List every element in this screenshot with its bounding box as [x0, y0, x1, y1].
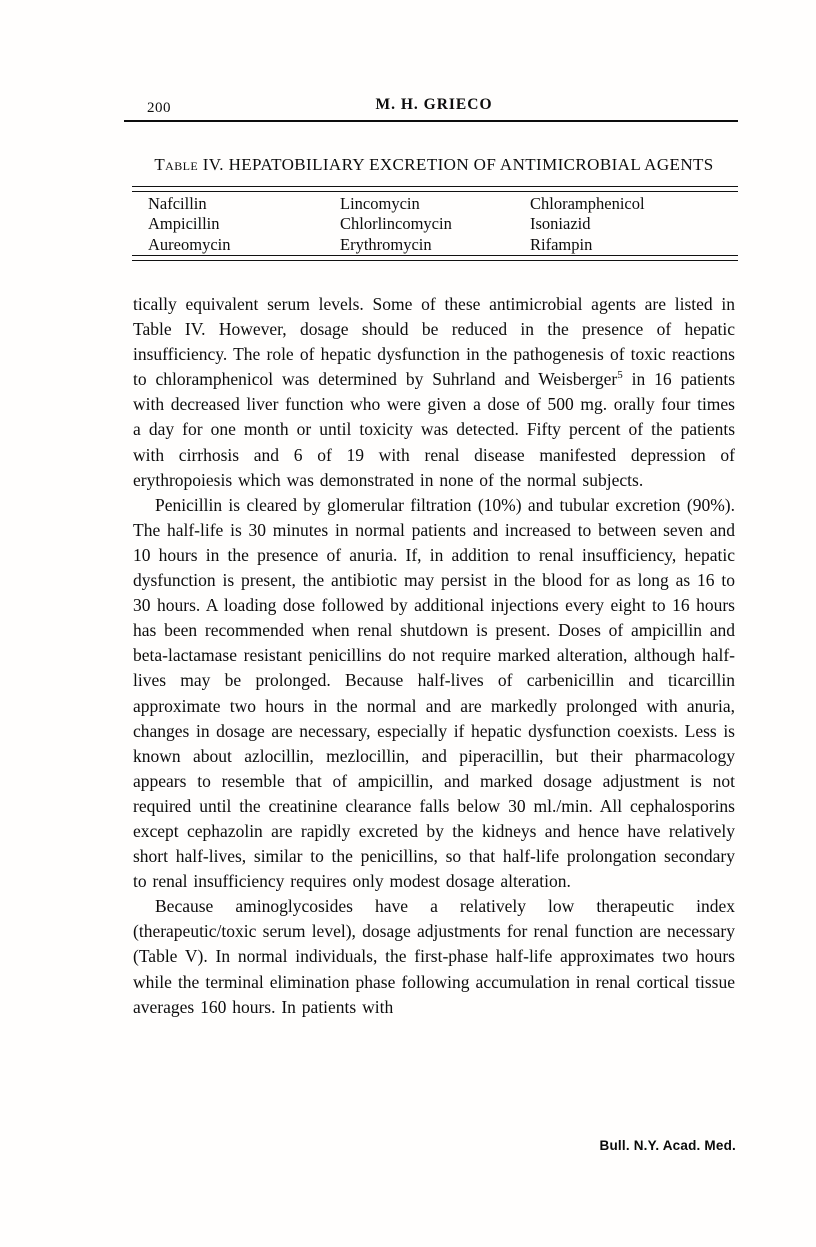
page-number: 200: [147, 100, 171, 116]
article-body: [133, 292, 735, 1020]
table-bottom-rule: [132, 255, 738, 261]
table-cell: Chlorlincomycin: [340, 214, 452, 234]
table-cell: Rifampin: [530, 234, 593, 254]
page-header: [133, 96, 735, 118]
table-grid: [133, 194, 735, 255]
table-title: Table IV. HEPATOBILIARY EXCRETION OF ANTIMICROBIAL AGENTS: [154, 155, 714, 174]
table-top-rule: [132, 186, 738, 192]
paragraph-1-text: tically equivalent serum levels. Some of these antimicrobial agents are listed in Table IV. However, dosage should be reduced in the presence of hepatic insufficiency. The role of hepatic dysfunction in the pathogenesis of toxic reactions to chloramphenicol was determined by Suhrland and Weisberger: [133, 294, 735, 390]
journal-citation: Bull. N.Y. Acad. Med.: [599, 1138, 736, 1153]
paragraph-3: Because aminoglycosides have a relatively low therapeutic index (therapeutic/toxic serum level), dosage adjustments for renal function are necessary (Table V). In normal individuals, the first-phase half-life approximates two hours while the terminal elimination phase following accumulation in renal cortical tissue averages 160 hours. In patients with: [133, 896, 735, 1017]
table-cell: Nafcillin: [148, 194, 207, 213]
page-footer: [600, 1138, 736, 1153]
table-column-3: [530, 194, 735, 255]
table-cell: Aureomycin: [148, 234, 231, 254]
footnote-marker-5: 5: [617, 369, 623, 382]
running-head: M. H. GRIECO: [375, 96, 493, 113]
table-cell: Lincomycin: [340, 194, 420, 213]
table-cell: Chloramphenicol: [530, 194, 645, 213]
table-column-2: [340, 194, 530, 255]
paragraph-1: [133, 292, 735, 493]
table-cell: Ampicillin: [148, 214, 220, 234]
table-cell: Isoniazid: [530, 214, 591, 234]
paragraph-1-text-cont: in 16 patients with decreased liver function who were given a dose of 500 mg. orally four times a day for one month or until toxicity was detected. Fifty percent of the patients with cirrhosis and 6 of 19 with renal disease manifested depression of erythropoiesis which was demonstrated in none of the normal subjects.: [133, 369, 736, 490]
table-column-1: [148, 194, 340, 255]
paragraph-2: Penicillin is cleared by glomerular filtration (10%) and tubular excretion (90%). The half-life is 30 minutes in normal patients and increased to between seven and 10 hours in the presence of anuria. If, in addition to renal insufficiency, hepatic dysfunction is present, the antibiotic may persist in the blood for as long as 16 to 30 hours. A loading dose followed by additional injections every eight to 16 hours has been recommended when renal shutdown is present. Doses of ampicillin and beta-lactamase resistant penicillins do not require marked alteration, although half-lives may be prolonged. Because half-lives of carbenicillin and ticarcillin approximate two hours in the normal and are markedly prolonged with anuria, changes in dosage are necessary, especially if hepatic dysfunction coexists. Less is known about azlocillin, mezlocillin, and piperacillin, but their pharmacology appears to resemble that of ampicillin, and marked dosage adjustment is not required until the creatinine clearance falls below 30 ml./min. All cephalosporins except cephazolin are rapidly excreted by the kidneys and hence have relatively short half-lives, similar to the penicillins, so that half-life prolongation secondary to renal insufficiency requires only modest dosage alteration.: [133, 494, 735, 892]
table-cell: Erythromycin: [340, 234, 432, 254]
header-rule: [124, 120, 738, 122]
